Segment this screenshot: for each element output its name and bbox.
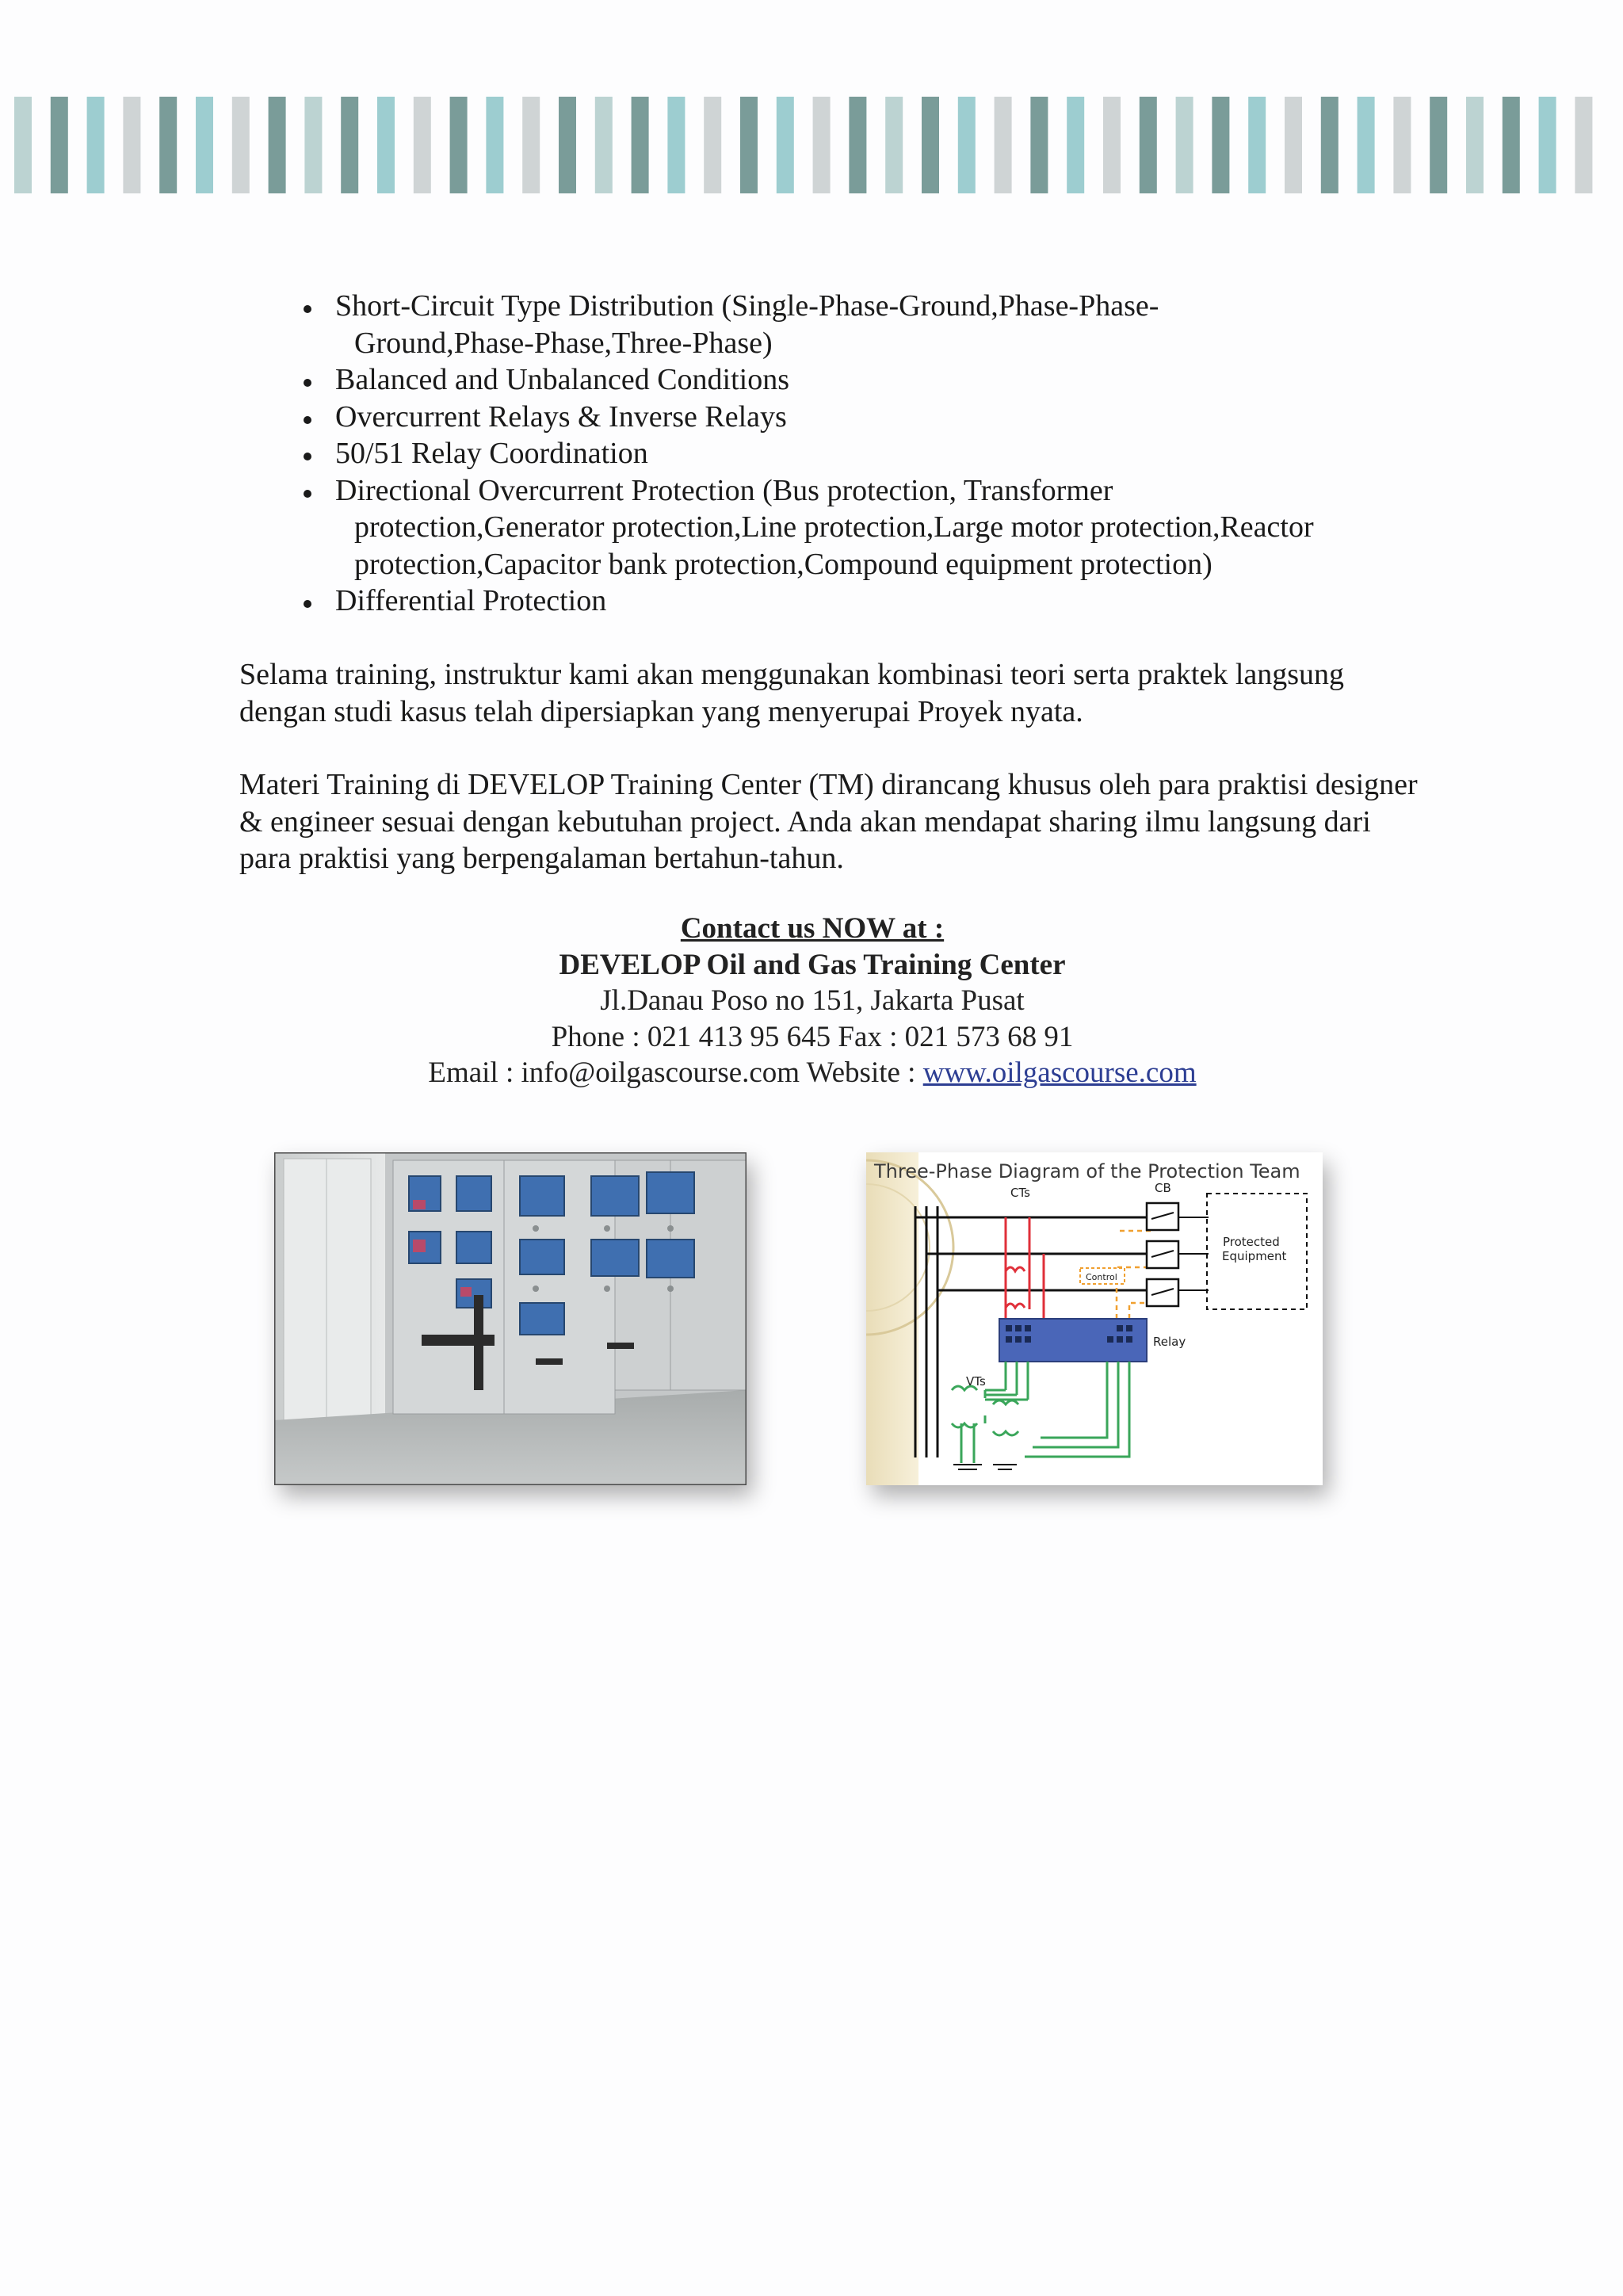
training-method-paragraph: Selama training, instruktur kami akan menggunakan kombinasi teori serta praktek langsung dengan studi kasus telah dipersiapkan yang menyerupai Proyek nyata. [239,658,1345,728]
banner-stripe [1503,97,1520,193]
banner-stripe [1358,97,1375,193]
topic-text-continued: protection,Generator protection,Line protection,Large motor protection,Reactor [354,510,1314,544]
banner-stripe [1176,97,1193,193]
banner-stripe [704,97,721,193]
banner-stripe [849,97,866,193]
topic-item [304,361,1413,399]
banner-stripe [450,97,468,193]
label-relay: Relay [1153,1335,1186,1349]
banner-stripe [196,97,213,193]
topic-item [304,399,1413,436]
banner-stripe [922,97,939,193]
banner-stripe [159,97,177,193]
topic-text: Balanced and Unbalanced Conditions [335,363,790,396]
banner-stripe [377,97,395,193]
banner-stripe [269,97,286,193]
label-protected: Protected [1223,1235,1280,1249]
topic-text: Short-Circuit Type Distribution (Single-Phase-Ground,Phase-Phase- [335,289,1159,323]
label-cb: CB [1155,1181,1171,1195]
banner-stripe [559,97,576,193]
topic-item [304,583,1413,620]
topic-text: Overcurrent Relays & Inverse Relays [335,399,787,434]
label-equipment: Equipment [1222,1249,1287,1263]
banner-stripe [1575,97,1592,193]
topic-item [304,472,1413,583]
topic-text: 50/51 Relay Coordination [335,437,648,470]
website-link[interactable]: www.oilgascourse.com [922,1056,1197,1089]
banner-stripe [813,97,831,193]
banner-stripe [486,97,503,193]
banner-stripe [51,97,68,193]
header-stripe-banner [0,97,1623,193]
banner-stripe [1067,97,1084,193]
contact-address: Jl.Danau Poso no 151, Jakarta Pusat [600,984,1025,1017]
banner-stripe [1248,97,1266,193]
topic-item [304,288,1413,361]
banner-stripe [123,97,140,193]
banner-stripe [740,97,758,193]
banner-stripe [885,97,903,193]
label-vts: VTs [966,1374,986,1389]
label-control: Control [1086,1272,1117,1282]
switchgear-photo [274,1152,747,1485]
topic-text-continued: protection,Capacitor bank protection,Compound equipment protection) [354,547,1212,581]
banner-stripe [522,97,540,193]
banner-stripe [1539,97,1556,193]
topic-item [304,435,1413,472]
banner-stripe [667,97,685,193]
banner-stripe [1393,97,1411,193]
contact-block [239,911,1385,1091]
three-phase-diagram [866,1152,1323,1485]
banner-stripe [1285,97,1302,193]
training-materials-paragraph: Materi Training di DEVELOP Training Center (TM) dirancang khusus oleh para praktisi designer & engineer sesuai dengan kebutuhan project. Anda akan mendapat sharing ilmu langsung dari para praktisi yang berpengalaman bertahun-tahun. [239,768,1418,875]
banner-stripe [341,97,358,193]
contact-heading: Contact us NOW at : [680,912,945,945]
banner-stripe [958,97,976,193]
banner-stripe [995,97,1012,193]
banner-stripe [304,97,322,193]
diagram-title: Three-Phase Diagram of the Protection Team [874,1160,1300,1182]
course-topics-list [304,288,1413,620]
banner-stripe [1030,97,1048,193]
banner-stripe [1140,97,1157,193]
banner-stripe [632,97,649,193]
banner-stripe [1103,97,1121,193]
banner-stripe [14,97,32,193]
banner-stripe [232,97,250,193]
contact-email-line [239,1055,1385,1091]
banner-stripe [595,97,613,193]
banner-stripe [1321,97,1338,193]
contact-phone: Phone : 021 413 95 645 Fax : 021 573 68 91 [551,1020,1074,1053]
topic-text: Differential Protection [335,584,607,617]
contact-email: Email : info@oilgascourse.com Website : [428,1056,923,1089]
banner-stripe [1466,97,1484,193]
banner-stripe [87,97,105,193]
topic-text-continued: Ground,Phase-Phase,Three-Phase) [354,326,773,360]
banner-stripe [1430,97,1447,193]
banner-stripe [1212,97,1229,193]
banner-stripe [414,97,431,193]
topic-text: Directional Overcurrent Protection (Bus protection, Transformer [335,473,1113,507]
label-cts: CTs [1010,1186,1030,1200]
banner-stripe [777,97,794,193]
organization-name: DEVELOP Oil and Gas Training Center [559,948,1066,981]
